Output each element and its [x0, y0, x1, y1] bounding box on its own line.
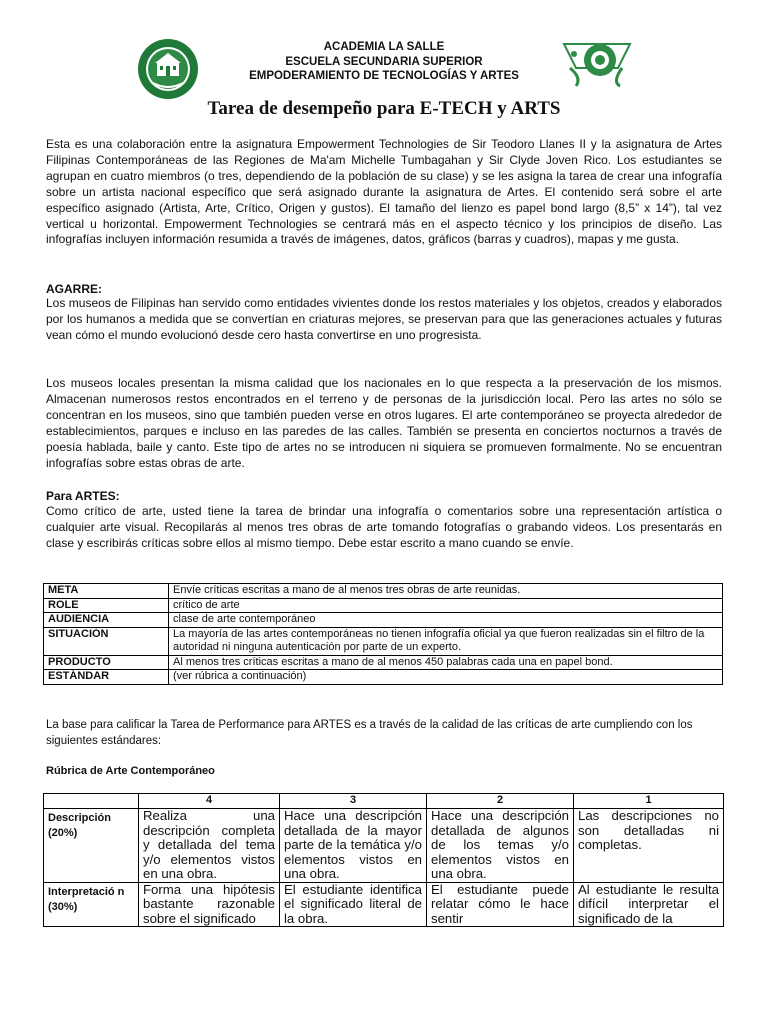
criterion-weight: (20%)	[48, 827, 78, 839]
agarre-paragraph-1: Los museos de Filipinas han servido como entidades vivientes donde los restos materiales y los objetos, creados y elaborados por los humanos a medida que se convertían en criaturas mejores, se preservan para que las generaciones actuales y futuras vean cómo el mundo evolucionó desde cero hasta convertirse en uno progresista.	[46, 296, 722, 342]
criterion-weight: (30%)	[48, 900, 78, 913]
rubric-table	[43, 793, 724, 927]
criterion-cell	[44, 809, 139, 883]
agarre-heading: AGARRE:	[46, 282, 102, 296]
column-header: 1	[574, 794, 724, 809]
grasps-value: clase de arte contemporáneo	[169, 613, 723, 628]
column-header	[44, 794, 139, 809]
table-row	[44, 882, 724, 927]
table-row	[44, 598, 723, 613]
agarre-paragraph-2: Los museos locales presentan la misma calidad que los nacionales en lo que respecta a la preservación de los mismos. Almacenan numerosos restos encontrados en el terreno y de personas de la jurisdicción local. Pero las artes no sólo se concentran en los museos, sino que también pueden verse en otros lugares. El arte contemporáneo se proyecta alrededor de establecimientos, parques e incluso en las paredes de las calles. También se presenta en conciertos nocturnos a través de poesía hablada, baile y canto. Este tipo de artes no se introducen ni siquiera se promueven formalmente. No se encuentran infografías sobre estas obras de arte.	[46, 376, 722, 470]
grasps-value: La mayoría de las artes contemporáneas no tienen infografía oficial ya que fueron realizadas sin el filtro de la autoridad ni ninguna autenticación por parte de un experto.	[169, 627, 723, 655]
criterion-name: Interpretació n	[48, 885, 125, 898]
grasps-value: (ver rúbrica a continuación)	[169, 670, 723, 685]
table-row	[44, 809, 724, 883]
school-level: ESCUELA SECUNDARIA SUPERIOR	[285, 55, 483, 68]
criterion-name: Descripción	[48, 812, 111, 824]
table-row	[44, 627, 723, 655]
rubric-cell: El estudiante identifica el significado literal de la obra.	[280, 882, 427, 927]
para-artes-paragraph: Como crítico de arte, usted tiene la tarea de brindar una infografía o comentarios sobre una representación artística o cualquier arte visual. Recopilarás al menos tres obras de arte tomando fotografías o grabando videos. Los presentarás en clase y escribirás críticas sobre ellos al mismo tiempo. Debe estar escrito a mano cuando se envíe.	[46, 504, 722, 550]
column-header: 3	[280, 794, 427, 809]
table-row	[44, 613, 723, 628]
document-header	[0, 40, 768, 84]
intro-paragraph: Esta es una colaboración entre la asignatura Empowerment Technologies de Sir Teodoro Llanes II y la asignatura de Artes Filipinas Contemporáneas de las Regiones de Ma'am Michelle Tumbagahan y Sir Clyde Joven Rico. Los estudiantes se agrupan en cuatro miembros (o tres, dependiendo de la población de su clase) y se les asigna la tarea de crear una infografía sobre un artista nacional específico que será asignado durante la asignatura de Artes. El contenido será sobre el arte específico asignado (Artista, Arte, Crítico, Origen y gustos). El tamaño del lienzo es papel bond largo (8,5” x 14”), tal vez vertical u horizontal. Empowerment Technologies se centrará más en el aspecto técnico y los principios de diseño. Las infografías incluyen información resumida a través de imágenes, datos, gráficos (barras y cuadros), mapas y me gusta.	[46, 137, 722, 247]
criterion-cell	[44, 882, 139, 927]
grasps-key: SITUACIÓN	[44, 627, 169, 655]
grasps-value: Envíe críticas escritas a mano de al menos tres obras de arte reunidas.	[169, 584, 723, 599]
grasps-key: AUDIENCIA	[44, 613, 169, 628]
school-name: ACADEMIA LA SALLE	[323, 41, 445, 53]
table-row	[44, 584, 723, 599]
course-name: EMPODERAMIENTO DE TECNOLOGÍAS Y ARTES	[249, 70, 519, 82]
grading-basis-text: La base para calificar la Tarea de Performance para ARTES es a través de la calidad de las críticas de arte cumpliendo con los siguientes estándares:	[46, 719, 693, 747]
table-row	[44, 670, 723, 685]
rubric-cell: Hace una descripción detallada de algunos de los temas y/o elementos vistos en una obra.	[427, 809, 574, 883]
para-artes-heading: Para ARTES:	[46, 489, 120, 503]
grasps-value: crítico de arte	[169, 598, 723, 613]
grasps-key: ROLE	[44, 598, 169, 613]
rubric-cell: Realiza una descripción completa y detallada del tema y/o elementos vistos en una obra.	[139, 809, 280, 883]
grasps-table	[43, 583, 723, 685]
rubric-cell: Al estudiante le resulta difícil interpretar el significado de la	[574, 882, 724, 927]
grasps-key: ESTÁNDAR	[44, 670, 169, 685]
rubric-cell: Las descripciones no son detalladas ni completas.	[574, 809, 724, 883]
column-header: 2	[427, 794, 574, 809]
table-header-row	[44, 794, 724, 809]
rubric-cell: Hace una descripción detallada de la mayor parte de la temática y/o elementos vistos en una obra.	[280, 809, 427, 883]
column-header: 4	[139, 794, 280, 809]
grasps-key: META	[44, 584, 169, 599]
rubric-cell: El estudiante puede relatar cómo le hace sentir	[427, 882, 574, 927]
table-row	[44, 655, 723, 670]
grasps-value: Al menos tres críticas escritas a mano de al menos 450 palabras cada una en papel bond.	[169, 655, 723, 670]
page-title: Tarea de desempeño para E-TECH y ARTS	[207, 98, 561, 119]
rubric-cell: Forma una hipótesis bastante razonable sobre el significado	[139, 882, 280, 927]
rubric-title: Rúbrica de Arte Contemporáneo	[46, 765, 215, 777]
grasps-key: PRODUCTO	[44, 655, 169, 670]
